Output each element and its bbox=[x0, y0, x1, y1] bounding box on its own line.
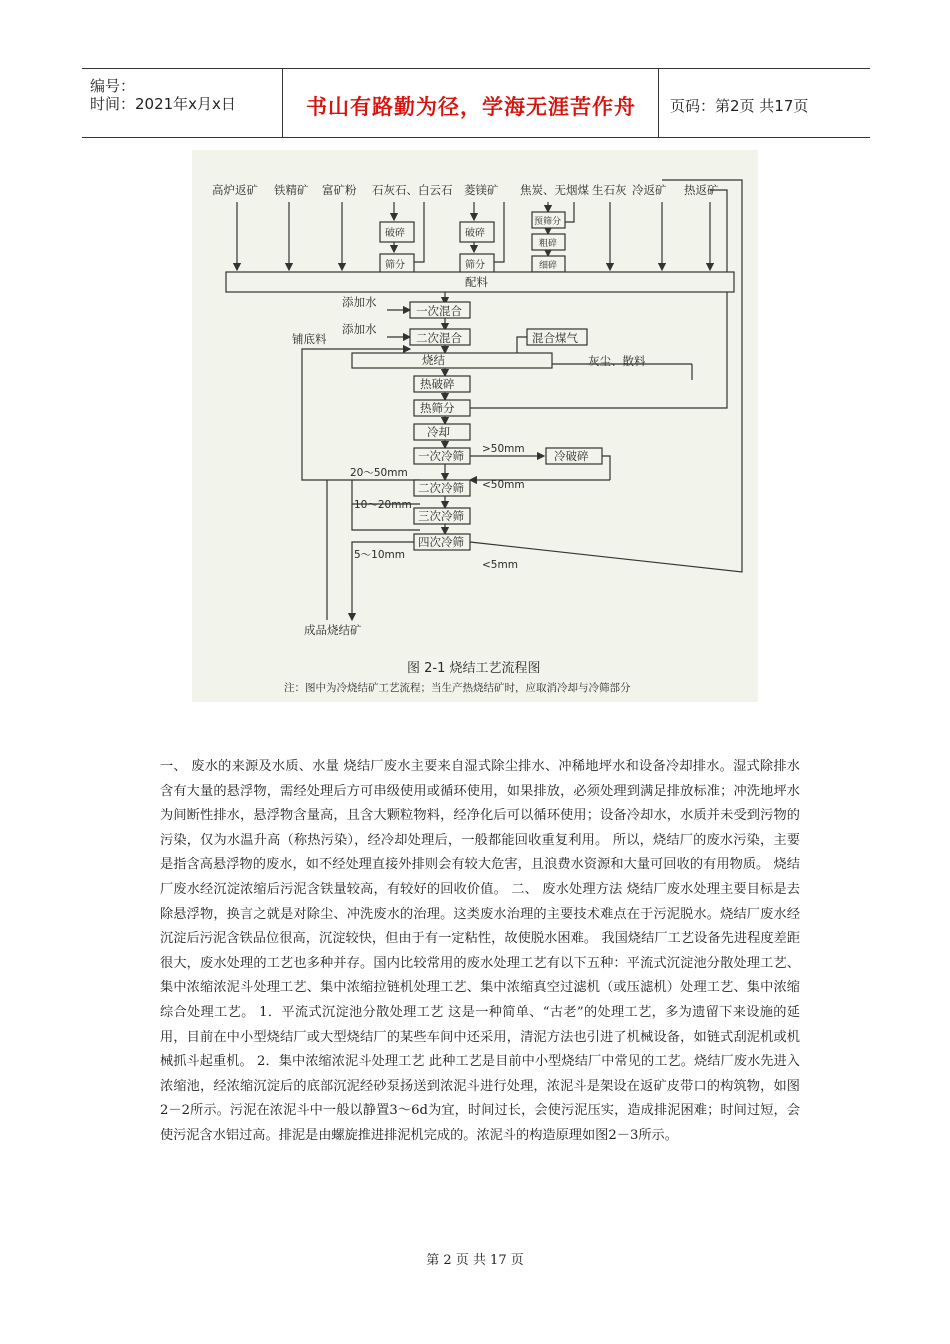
page-number-label: 页码：第2页 共17页 bbox=[670, 97, 809, 115]
crush-label: 破碎 bbox=[465, 228, 485, 239]
add-water-2-label: 添加水 bbox=[342, 322, 377, 336]
time-label: 时间：2021年x月x日 bbox=[90, 95, 236, 113]
raw-material-label: 高炉返矿 bbox=[212, 183, 258, 197]
range-5-10-label: 5～10mm bbox=[354, 549, 405, 561]
screen-label: 筛分 bbox=[385, 260, 405, 271]
raw-material-label: 石灰石、白云石 bbox=[372, 183, 453, 197]
lt50-label: <50mm bbox=[482, 479, 525, 491]
product-label: 成品烧结矿 bbox=[304, 623, 362, 637]
body-paragraph: 一、 废水的来源及水质、水量 烧结厂废水主要来自湿式除尘排水、冲稀地坪水和设备冷却排水。湿式除排水含有大量的悬浮物，需经处理后方可串级使用或循环使用，如果排放，必须处理到满足排放标准；冲洗地坪水为间断性排水，悬浮物含量高，且含大颗粒物料，经净化后可以循环使用；设备冷却水，水质并未受到污物的污染，仅为水温升高（称热污染），经冷却处理后，一般都能回收重复利用。 所以，烧结厂的废水污染，主要是指含高悬浮物的废水，如不经处理直接外排则会有较大危害，且浪费水资源和大量可回收的有用物质。 烧结厂废水经沉淀浓缩后污泥含铁量较高，有较好的回收价值。 二、 废水处理方法 烧结厂废水处理主要目标是去除悬浮物，换言之就是对除尘、冲洗废水的治理。这类废水治理的主要技术难点在于污泥脱水。烧结厂废水经沉淀后污泥含铁品位很高，沉淀较快，但由于有一定粘性，故使脱水困难。 我国烧结厂工艺设备先进程度差距很大，废水处理的工艺也多种并存。国内比较常用的废水处理工艺有以下五种：平流式沉淀池分散处理工艺、集中浓缩浓泥斗处理工艺、集中浓缩拉链机处理工艺、集中浓缩真空过滤机（或压滤机）处理工艺、集中浓缩综合处理工艺。 1．平流式沉淀池分散处理工艺 这是一种简单、“古老”的处理工艺，多为遗留下来设施的延用，目前在中小型烧结厂或大型烧结厂的某些车间中还采用，清泥方法也引进了机械设备，如链式刮泥机或机械抓斗起重机。 2．集中浓缩浓泥斗处理工艺 此种工艺是目前中小型烧结厂中常见的工艺。烧结厂废水先进入浓缩池，经浓缩沉淀后的底部沉泥经砂泵扬送到浓泥斗进行处理，浓泥斗是架设在返矿皮带口的构筑物，如图2－2所示。污泥在浓泥斗中一般以静置3～6d为宜，时间过长，会使污泥压实，造成排泥困难；时间过短，会使污泥含水铝过高。排泥是由螺旋推进排泥机完成的。浓泥斗的构造原理如图2－3所示。 bbox=[160, 759, 800, 1143]
cold-crush-label: 冷破碎 bbox=[554, 449, 589, 463]
hot-screen-label: 热筛分 bbox=[420, 401, 455, 415]
raw-material-label: 菱镁矿 bbox=[464, 183, 499, 197]
mixed-gas-label: 混合煤气 bbox=[532, 331, 578, 345]
raw-material-label: 生石灰 bbox=[592, 183, 627, 197]
raw-material-label: 富矿粉 bbox=[322, 183, 357, 197]
add-water-1-label: 添加水 bbox=[342, 295, 377, 309]
mix-2-label: 二次混合 bbox=[416, 331, 462, 345]
lt5-label: <5mm bbox=[482, 559, 518, 571]
range-10-20-label: 10～20mm bbox=[354, 499, 412, 511]
mix-1-label: 一次混合 bbox=[416, 304, 462, 318]
page-header bbox=[82, 68, 870, 138]
cooling-label: 冷却 bbox=[427, 425, 450, 439]
dust-label: 灰尘、散料 bbox=[588, 354, 646, 368]
raw-material-label: 冷返矿 bbox=[632, 183, 667, 197]
code-label: 编号： bbox=[90, 77, 136, 95]
range-20-50-label: 20～50mm bbox=[350, 467, 408, 479]
sintering-label: 烧结 bbox=[422, 353, 445, 367]
flowchart bbox=[192, 150, 758, 702]
gt50-label: >50mm bbox=[482, 443, 525, 455]
coal-crush-label: 粗碎 bbox=[539, 239, 558, 249]
header-info-cell bbox=[82, 69, 283, 137]
crush-label: 破碎 bbox=[385, 228, 405, 239]
motto: 书山有路勤为径，学海无涯苦作舟 bbox=[306, 95, 636, 119]
hot-crush-label: 热破碎 bbox=[420, 377, 455, 391]
header-motto-cell bbox=[284, 69, 659, 137]
raw-material-label: 热返矿 bbox=[684, 183, 719, 197]
raw-material-label: 焦炭、无烟煤 bbox=[520, 183, 589, 197]
cold-screen-4-label: 四次冷筛 bbox=[418, 535, 464, 549]
page-footer: 第 2 页 共 17 页 bbox=[426, 1253, 524, 1268]
figure-note: 注：图中为冷烧结矿工艺流程；当生产热烧结矿时，应取消冷却与冷筛部分 bbox=[284, 682, 631, 694]
pre-screen-label: 预筛分 bbox=[534, 217, 562, 227]
cold-screen-3-label: 三次冷筛 bbox=[418, 509, 464, 523]
screen-label: 筛分 bbox=[465, 260, 485, 271]
bedding-label: 铺底料 bbox=[292, 332, 327, 346]
batching-label: 配料 bbox=[465, 275, 488, 289]
cold-screen-1-label: 一次冷筛 bbox=[418, 449, 464, 463]
header-page-cell bbox=[660, 69, 870, 137]
process-flow-figure bbox=[192, 150, 758, 702]
cold-screen-2-label: 二次冷筛 bbox=[418, 481, 464, 495]
figure-caption: 图 2-1 烧结工艺流程图 bbox=[407, 661, 541, 676]
raw-material-label: 铁精矿 bbox=[274, 183, 309, 197]
fine-crush-label: 细碎 bbox=[539, 261, 558, 271]
